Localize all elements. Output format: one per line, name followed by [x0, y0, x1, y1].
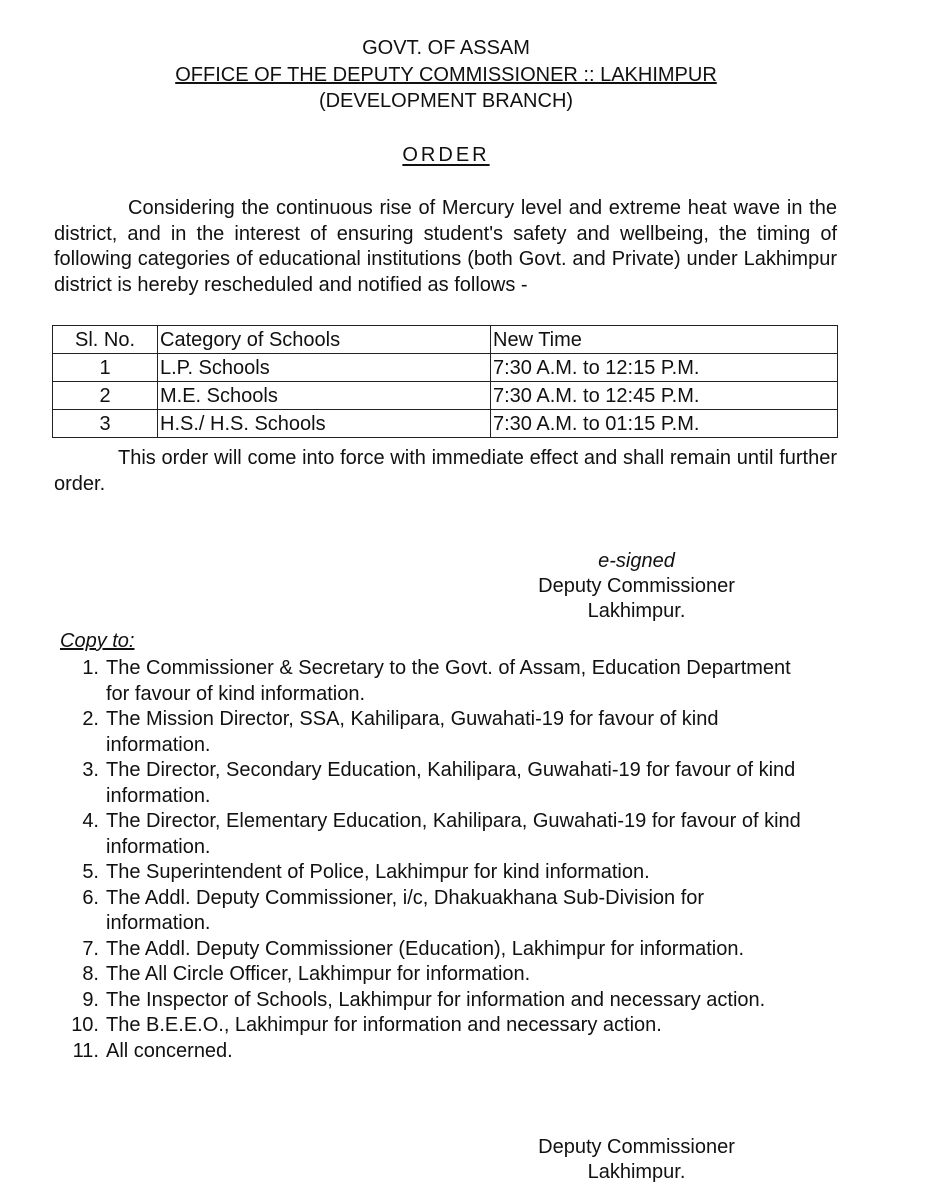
list-item: [0, 1013, 806, 1039]
list-item-number: 7.: [82, 937, 99, 960]
cell-sl-no: 1: [53, 354, 158, 382]
table-header-row: [53, 326, 838, 354]
list-item: [0, 937, 806, 963]
list-item-text: The All Circle Officer, Lakhimpur for information.: [106, 963, 531, 985]
list-item-number: 5.: [82, 861, 99, 883]
list-item-number: 4.: [82, 810, 99, 832]
cell-category: H.S./ H.S. Schools: [158, 410, 491, 438]
header-sl-no: Sl. No.: [53, 326, 158, 354]
cell-new-time: 7:30 A.M. to 01:15 P.M.: [491, 410, 838, 438]
table-row: [53, 354, 838, 382]
cell-sl-no: 3: [53, 410, 158, 438]
list-item-text: The Superintendent of Police, Lakhimpur for kind information.: [106, 861, 650, 883]
header-new-time: New Time: [491, 326, 838, 354]
list-item-text: The Director, Elementary Education, Kahilipara, Guwahati-19 for favour of kind information.: [106, 810, 801, 858]
list-item-text: The B.E.E.O., Lakhimpur for information and necessary action.: [106, 1014, 662, 1036]
cell-category: L.P. Schools: [158, 354, 491, 382]
branch-heading: (DEVELOPMENT BRANCH): [318, 90, 574, 112]
copy-to-heading: Copy to:: [60, 630, 135, 652]
list-item-text: The Director, Secondary Education, Kahilipara, Guwahati-19 for favour of kind information.: [106, 759, 796, 807]
list-item-text: All concerned.: [106, 1039, 233, 1062]
cell-new-time: 7:30 A.M. to 12:15 P.M.: [491, 354, 838, 382]
cell-category: M.E. Schools: [158, 382, 491, 410]
list-item: [0, 707, 806, 758]
signatory-place: Lakhimpur.: [587, 600, 686, 622]
list-item: [0, 962, 806, 988]
list-item-number: 1.: [82, 657, 99, 679]
list-item-text: The Mission Director, SSA, Kahilipara, Guwahati-19 for favour of kind information.: [106, 708, 719, 756]
intro-paragraph: Considering the continuous rise of Mercury level and extreme heat wave in the district, and in the interest of ensuring student's safety and wellbeing, the timing of following categories of educational institutions (both Govt. and Private) under Lakhimpur district is hereby rescheduled and notified as follows -: [54, 197, 837, 296]
govt-heading: GOVT. OF ASSAM: [362, 37, 530, 59]
list-item-number: 9.: [82, 988, 99, 1011]
signatory-designation: Deputy Commissioner: [538, 575, 735, 597]
list-item-number: 6.: [82, 886, 99, 909]
list-item-text: The Commissioner & Secretary to the Govt. of Assam, Education Department for favour of kind information.: [106, 657, 791, 705]
cell-sl-no: 2: [53, 382, 158, 410]
list-item-number: 8.: [82, 963, 99, 985]
esigned-mark: e-signed: [598, 550, 675, 572]
signature-block-bottom: [430, 1135, 843, 1185]
list-item: [0, 988, 806, 1014]
list-item: [0, 656, 806, 707]
table-row: [53, 382, 838, 410]
list-item: [0, 860, 806, 886]
copy-to-list: [0, 656, 930, 1064]
list-item-number: 10.: [71, 1014, 99, 1036]
header-category: Category of Schools: [158, 326, 491, 354]
signatory-place: Lakhimpur.: [587, 1161, 686, 1183]
list-item-text: The Addl. Deputy Commissioner (Education), Lakhimpur for information.: [106, 937, 745, 960]
list-item-number: 11.: [72, 1039, 99, 1062]
cell-new-time: 7:30 A.M. to 12:45 P.M.: [491, 382, 838, 410]
list-item: [0, 1039, 806, 1065]
list-item-number: 2.: [82, 708, 99, 730]
list-item-number: 3.: [82, 759, 99, 781]
signatory-designation: Deputy Commissioner: [538, 1136, 735, 1158]
force-clause: This order will come into force with immediate effect and shall remain until further order.: [54, 447, 837, 495]
school-timing-table: [52, 325, 838, 438]
table-row: [53, 410, 838, 438]
office-heading: OFFICE OF THE DEPUTY COMMISSIONER :: LAKHIMPUR: [175, 64, 717, 86]
list-item: [0, 886, 806, 937]
list-item: [0, 758, 806, 809]
list-item-text: The Inspector of Schools, Lakhimpur for information and necessary action.: [106, 988, 766, 1011]
list-item: [0, 809, 806, 860]
document-title: ORDER: [402, 144, 490, 166]
list-item-text: The Addl. Deputy Commissioner, i/c, Dhakuakhana Sub-Division for information.: [106, 886, 705, 934]
signature-block-top: [430, 549, 843, 624]
